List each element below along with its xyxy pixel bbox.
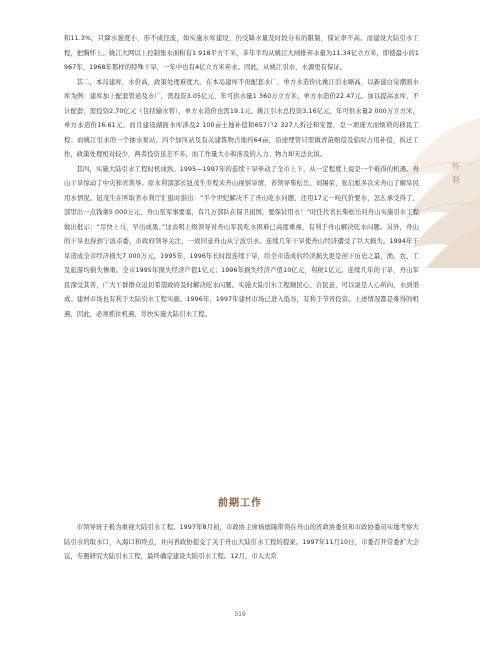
paragraph: 市领导班子极为重视大陆引水工程。1997年8月初，市政协主席杨德隆带领在舟山的省政协委员和市政协委员实地考察大陆引水的取水口，入海口和终点，并向省政协提交了关于舟山大陆引水工程的提案。1997年11月10日，市委召开常委扩大会议，专题研究大陆引水工程，最终确定建设大陆引水工程。12月，市人大常 bbox=[64, 524, 419, 560]
paragraph: 和11.3%，只降水强度小，形不成径流，如实施水库建设，仍受降水量及时段分布的限制，保证率不高。而建设大陆引水工程，把胸怀上。姚江大网以上控制集水面积有1 918平方千米，多年平均从姚江大闸排弃水量为11.34亿立方米，即使最小的1967年，1968年那样的特殊干旱，一年中也有4亿立方米弃水。因此，从姚江引水，水源更有保证。 bbox=[64, 35, 419, 71]
page-number: 319 bbox=[234, 611, 246, 618]
chapter-side-label: 特载 bbox=[452, 162, 460, 184]
body-text bbox=[64, 32, 419, 322]
section-body-text bbox=[64, 521, 419, 565]
paragraph: 其二，本岛建库，水价高，政策处理难度大。在本岛建库不但配套水厂，单方水造价比姚江引水略高，以新建白泉潮面水库为例：建库加上配套管道及水厂，需投资3.05亿元，年可供水量1 360万立方米，单方水造价22.47元。加以提高水库，不计配套，需投资2.70亿元（包括输水管），单方水造价也需19.1元。姚江引水总投资3.16亿元，年可供水量2 000万立方米，单方水造价16.61元。而且建设湖面水库涉及2 100亩土地补偿和657户2 327人拆迁和安置，是一项庞大而烦琐的移民工程；而姚江引水的一个抽水泵站，四个加压站及有关建筑物占地约64亩，沿途埋管只需做青苗赔偿及临时占用补偿，拆迁工作，政策处理相对较少，两者投资虽差不多，而工作量大小和涉及的人力、物力却无法比拟。 bbox=[64, 78, 419, 158]
paragraph: 其四，实施大陆引水工程时机成熟。1995—1997年的连续干旱牵动了全市上下，从一定程度上说是一个难得的机遇。舟山干旱惊动了中央和省领导。原水利部部长钮茂生专程来舟山视察旱情，省领导柴松岳、刘锡荣、张启彪多次来舟山了解旱民用水情况。钮茂生在听取省水利厅汇报时指出：“半个世纪解决不了舟山吃水问题，还用17元一吨代价要水，怎么承受得了，部里出一点钱拿5 000万元，舟山至军事要塞，有几万部队在保卫祖国，要保证用水！”时任代省长柴松岳对舟山实施引水工程做出批示：“尽快上马，早出成果。”这表明上级领导对舟山军民吃水困难已高度重视，有利于舟山解决吃水问题。另外，舟山的干旱也得到宁波市委、市政府领导关注，一致同意舟山从宁波引水。连续几年干旱使舟山经济遭受了巨大损失。1994年干旱造成全市经济损失7 000万元，1995年，1996年长时段连续干旱，给全市造成的经济损失更是创下历史之最，渔、农、工及旅游均损失惨重。全市1995年损失经济产值1亿元；1996年损失经济产值10亿元，利税1亿元。连续几年的干旱，舟山军民深受其苦，广大干群群众迫切希望政府及时解决吃水问题。实施大陆引水工程顺民心、合民意，可以说是人心所向，水到渠成。建材市场也有利于大陆引水工程实施。1996年，1997年建材市场已进入低谷，有利于节省投资。上述情况都是难得的机遇，因此，必须抓住机遇，尽快实施大陆引水工程。 bbox=[64, 165, 419, 318]
section-title: 前期工作 bbox=[218, 498, 262, 509]
